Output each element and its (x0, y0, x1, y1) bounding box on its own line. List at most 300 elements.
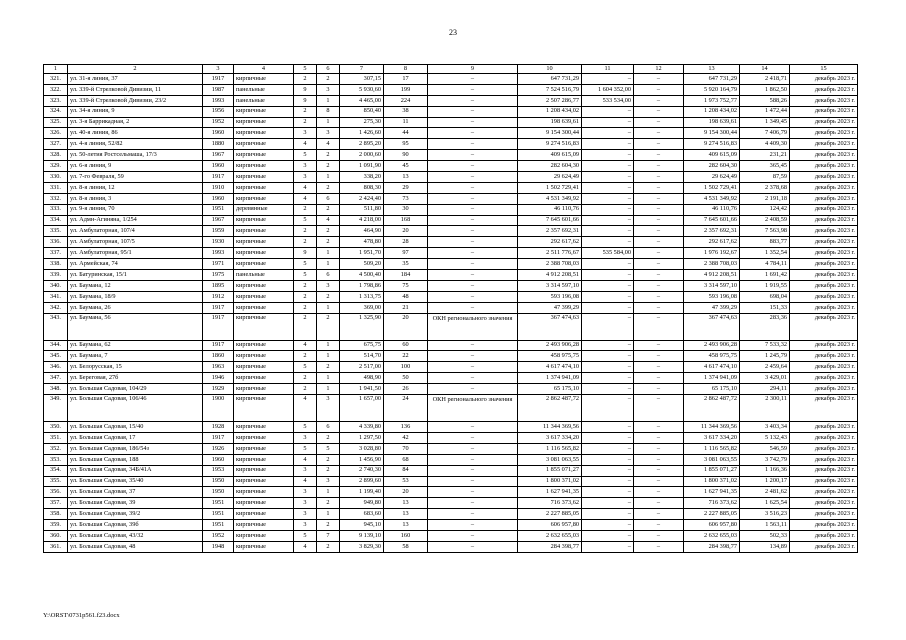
row-number: 335. (44, 226, 68, 237)
total-cost-cell: 1 116 565,82 (518, 443, 582, 454)
cost-col13-cell: 5 920 164,79 (684, 84, 740, 95)
floors-cell: 3 (294, 465, 317, 476)
cost-col13-cell: 47 399,29 (684, 302, 740, 313)
cost-col12-cell: – (634, 204, 684, 215)
year-cell: 1917 (203, 340, 234, 351)
floors-cell: 5 (294, 362, 317, 373)
floors-cell: 2 (294, 291, 317, 302)
cost-col13-cell: 647 731,29 (684, 74, 740, 85)
cost-col12-cell: – (634, 465, 684, 476)
wall-material-cell: кирпичные (234, 74, 294, 85)
floors-cell: 3 (294, 520, 317, 531)
entrances-cell: 1 (317, 384, 340, 395)
entrances-cell: 1 (317, 340, 340, 351)
specific-cost-cell: 1 919,55 (740, 280, 790, 291)
specific-cost-cell: 5 132,43 (740, 432, 790, 443)
residents-cell: 21 (384, 302, 428, 313)
floors-cell: 4 (294, 395, 317, 422)
column-header: 15 (790, 65, 858, 74)
heritage-status-cell: – (428, 422, 518, 433)
cost-col13-cell: 1 374 941,09 (684, 373, 740, 384)
total-cost-cell: 9 274 516,83 (518, 139, 582, 150)
cost-col12-cell: – (634, 476, 684, 487)
heritage-status-cell: – (428, 384, 518, 395)
column-header: 8 (384, 65, 428, 74)
heritage-status-cell: – (428, 443, 518, 454)
year-cell: 1952 (203, 530, 234, 541)
cost-col11-cell: – (582, 161, 634, 172)
address-cell: ул. 9-я линия, 70 (68, 204, 203, 215)
cost-col11-cell: – (582, 498, 634, 509)
address-cell: ул. Армейская, 74 (68, 259, 203, 270)
entrances-cell: 1 (317, 351, 340, 362)
cost-col13-cell: 65 175,10 (684, 384, 740, 395)
total-cost-cell: 367 474,63 (518, 313, 582, 340)
area-cell: 2 895,20 (340, 139, 384, 150)
deadline-cell: декабрь 2023 г. (790, 74, 858, 85)
total-cost-cell: 716 373,62 (518, 498, 582, 509)
heritage-status-cell: – (428, 226, 518, 237)
table-row (44, 204, 858, 215)
row-number: 357. (44, 498, 68, 509)
row-number: 360. (44, 530, 68, 541)
total-cost-cell: 11 344 369,56 (518, 422, 582, 433)
year-cell: 1951 (203, 204, 234, 215)
deadline-cell: декабрь 2023 г. (790, 106, 858, 117)
wall-material-cell: кирпичные (234, 150, 294, 161)
entrances-cell: 4 (317, 215, 340, 226)
cost-col12-cell: – (634, 259, 684, 270)
cost-col12-cell: – (634, 161, 684, 172)
total-cost-cell: 29 624,49 (518, 172, 582, 183)
residents-cell: 95 (384, 139, 428, 150)
year-cell: 1930 (203, 237, 234, 248)
cost-col12-cell: – (634, 422, 684, 433)
cost-col13-cell: 4 912 208,51 (684, 270, 740, 281)
table-row (44, 541, 858, 552)
cost-col13-cell: 284 398,77 (684, 541, 740, 552)
year-cell: 1993 (203, 95, 234, 106)
heritage-status-cell: – (428, 74, 518, 85)
floors-cell: 3 (294, 172, 317, 183)
deadline-cell: декабрь 2023 г. (790, 139, 858, 150)
row-number: 326. (44, 128, 68, 139)
cost-col12-cell: – (634, 95, 684, 106)
heritage-status-cell: – (428, 215, 518, 226)
total-cost-cell: 292 617,62 (518, 237, 582, 248)
cost-col12-cell: – (634, 498, 684, 509)
specific-cost-cell: 1 166,36 (740, 465, 790, 476)
address-cell: ул. 8-я линия, 3 (68, 193, 203, 204)
heritage-status-cell: – (428, 248, 518, 259)
floors-cell: 2 (294, 226, 317, 237)
row-number: 338. (44, 259, 68, 270)
column-number-row (44, 65, 858, 74)
address-cell: ул. Амбулаторная, 107/4 (68, 226, 203, 237)
row-number: 330. (44, 172, 68, 183)
table-row (44, 95, 858, 106)
cost-col11-cell: – (582, 74, 634, 85)
cost-col12-cell: – (634, 237, 684, 248)
row-number: 345. (44, 351, 68, 362)
residents-cell: 73 (384, 193, 428, 204)
table-row (44, 465, 858, 476)
row-number: 328. (44, 150, 68, 161)
address-cell: ул. Большая Садовая, 15/40 (68, 422, 203, 433)
specific-cost-cell: 124,42 (740, 204, 790, 215)
cost-col13-cell: 1 208 434,02 (684, 106, 740, 117)
residents-cell: 136 (384, 422, 428, 433)
address-cell: ул. 8-я линия, 12 (68, 182, 203, 193)
total-cost-cell: 1 855 071,27 (518, 465, 582, 476)
deadline-cell: декабрь 2023 г. (790, 128, 858, 139)
residents-cell: 38 (384, 106, 428, 117)
specific-cost-cell: 2 459,64 (740, 362, 790, 373)
specific-cost-cell: 2 418,71 (740, 74, 790, 85)
total-cost-cell: 3 617 334,20 (518, 432, 582, 443)
area-cell: 1 199,40 (340, 487, 384, 498)
deadline-cell: декабрь 2023 г. (790, 150, 858, 161)
area-cell: 511,80 (340, 204, 384, 215)
table-row (44, 432, 858, 443)
cost-col11-cell: – (582, 215, 634, 226)
wall-material-cell: кирпичные (234, 384, 294, 395)
row-number: 340. (44, 280, 68, 291)
cost-col13-cell: 2 862 487,72 (684, 395, 740, 422)
cost-col11-cell: – (582, 259, 634, 270)
cost-col11-cell: – (582, 340, 634, 351)
entrances-cell: 8 (317, 106, 340, 117)
cost-col12-cell: – (634, 74, 684, 85)
address-cell: ул. Амбулаторная, 95/1 (68, 248, 203, 259)
entrances-cell: 1 (317, 248, 340, 259)
address-cell: ул. 50-летия Ростсельмаша, 17/3 (68, 150, 203, 161)
address-cell: ул. Большая Садовая, 39б (68, 520, 203, 531)
deadline-cell: декабрь 2023 г. (790, 362, 858, 373)
year-cell: 1917 (203, 74, 234, 85)
specific-cost-cell: 1 349,45 (740, 117, 790, 128)
floors-cell: 5 (294, 150, 317, 161)
row-number: 358. (44, 509, 68, 520)
wall-material-cell: панельные (234, 95, 294, 106)
entrances-cell: 1 (317, 117, 340, 128)
total-cost-cell: 2 227 885,05 (518, 509, 582, 520)
table-row (44, 106, 858, 117)
cost-col12-cell: – (634, 193, 684, 204)
wall-material-cell: кирпичные (234, 476, 294, 487)
cost-col11-cell: – (582, 193, 634, 204)
cost-col11-cell: – (582, 362, 634, 373)
total-cost-cell: 1 374 941,09 (518, 373, 582, 384)
cost-col11-cell: – (582, 487, 634, 498)
specific-cost-cell: 4 409,30 (740, 139, 790, 150)
cost-col12-cell: – (634, 128, 684, 139)
year-cell: 1900 (203, 395, 234, 422)
row-number: 329. (44, 161, 68, 172)
residents-cell: 48 (384, 291, 428, 302)
wall-material-cell: кирпичные (234, 226, 294, 237)
cost-col13-cell: 1 116 565,82 (684, 443, 740, 454)
cost-col13-cell: 292 617,62 (684, 237, 740, 248)
total-cost-cell: 1 627 941,35 (518, 487, 582, 498)
residents-cell: 75 (384, 280, 428, 291)
address-cell: ул. Баумана, 7 (68, 351, 203, 362)
total-cost-cell: 7 645 601,66 (518, 215, 582, 226)
cost-col11-cell: – (582, 172, 634, 183)
specific-cost-cell: 4 784,11 (740, 259, 790, 270)
cost-col12-cell: – (634, 248, 684, 259)
wall-material-cell: кирпичные (234, 106, 294, 117)
residents-cell: 70 (384, 443, 428, 454)
row-number: 332. (44, 193, 68, 204)
heritage-status-cell: – (428, 541, 518, 552)
deadline-cell: декабрь 2023 г. (790, 454, 858, 465)
cost-col12-cell: – (634, 351, 684, 362)
cost-col13-cell: 11 344 369,56 (684, 422, 740, 433)
wall-material-cell: кирпичные (234, 215, 294, 226)
area-cell: 509,20 (340, 259, 384, 270)
address-cell: ул. Амбулаторная, 107/5 (68, 237, 203, 248)
area-cell: 3 829,30 (340, 541, 384, 552)
table-row (44, 340, 858, 351)
address-cell: ул. 6-я линия, 9 (68, 161, 203, 172)
wall-material-cell: кирпичные (234, 373, 294, 384)
column-header: 5 (294, 65, 317, 74)
cost-col11-cell: – (582, 226, 634, 237)
residents-cell: 35 (384, 259, 428, 270)
cost-col12-cell: – (634, 384, 684, 395)
wall-material-cell: кирпичные (234, 172, 294, 183)
entrances-cell: 2 (317, 150, 340, 161)
cost-col12-cell: – (634, 291, 684, 302)
specific-cost-cell: 1 563,11 (740, 520, 790, 531)
entrances-cell: 2 (317, 74, 340, 85)
entrances-cell: 2 (317, 291, 340, 302)
specific-cost-cell: 1 691,42 (740, 270, 790, 281)
floors-cell: 5 (294, 443, 317, 454)
cost-col11-cell: – (582, 541, 634, 552)
heritage-status-cell: – (428, 340, 518, 351)
area-cell: 478,80 (340, 237, 384, 248)
residents-cell: 68 (384, 454, 428, 465)
cost-col13-cell: 2 357 692,31 (684, 226, 740, 237)
cost-col13-cell: 2 388 708,03 (684, 259, 740, 270)
row-number: 348. (44, 384, 68, 395)
residents-cell: 53 (384, 476, 428, 487)
wall-material-cell: панельные (234, 84, 294, 95)
floors-cell: 4 (294, 454, 317, 465)
cost-col12-cell: – (634, 117, 684, 128)
total-cost-cell: 65 175,10 (518, 384, 582, 395)
wall-material-cell: кирпичные (234, 465, 294, 476)
entrances-cell: 1 (317, 259, 340, 270)
floors-cell: 4 (294, 139, 317, 150)
year-cell: 1928 (203, 422, 234, 433)
area-cell: 1 456,90 (340, 454, 384, 465)
cost-col13-cell: 4 531 349,92 (684, 193, 740, 204)
specific-cost-cell: 1 472,44 (740, 106, 790, 117)
table-row (44, 362, 858, 373)
cost-col13-cell: 2 632 655,03 (684, 530, 740, 541)
cost-col13-cell: 2 227 885,05 (684, 509, 740, 520)
row-number: 355. (44, 476, 68, 487)
area-cell: 945,10 (340, 520, 384, 531)
wall-material-cell: кирпичные (234, 248, 294, 259)
table-row (44, 476, 858, 487)
area-cell: 1 325,90 (340, 313, 384, 340)
entrances-cell: 2 (317, 541, 340, 552)
residents-cell: 11 (384, 117, 428, 128)
table-row (44, 302, 858, 313)
year-cell: 1967 (203, 215, 234, 226)
specific-cost-cell: 2 408,59 (740, 215, 790, 226)
entrances-cell: 2 (317, 432, 340, 443)
total-cost-cell: 2 493 906,28 (518, 340, 582, 351)
total-cost-cell: 2 511 776,67 (518, 248, 582, 259)
row-number: 351. (44, 432, 68, 443)
deadline-cell: декабрь 2023 г. (790, 270, 858, 281)
cost-col13-cell: 409 615,09 (684, 150, 740, 161)
total-cost-cell: 2 632 655,03 (518, 530, 582, 541)
area-cell: 4 218,00 (340, 215, 384, 226)
row-number: 341. (44, 291, 68, 302)
heritage-status-cell: – (428, 291, 518, 302)
cost-col11-cell: 533 534,00 (582, 95, 634, 106)
entrances-cell: 3 (317, 280, 340, 291)
total-cost-cell: 46 110,76 (518, 204, 582, 215)
year-cell: 1910 (203, 182, 234, 193)
table-body (44, 74, 858, 553)
row-number: 349. (44, 395, 68, 422)
deadline-cell: декабрь 2023 г. (790, 84, 858, 95)
area-cell: 2 424,40 (340, 193, 384, 204)
cost-col12-cell: – (634, 150, 684, 161)
deadline-cell: декабрь 2023 г. (790, 259, 858, 270)
cost-col13-cell: 458 975,75 (684, 351, 740, 362)
wall-material-cell: кирпичные (234, 302, 294, 313)
deadline-cell: декабрь 2023 г. (790, 351, 858, 362)
residents-cell: 42 (384, 432, 428, 443)
address-cell: ул. Баумана, 56 (68, 313, 203, 340)
cost-col13-cell: 367 474,63 (684, 313, 740, 340)
year-cell: 1926 (203, 443, 234, 454)
residents-cell: 224 (384, 95, 428, 106)
cost-col13-cell: 716 373,62 (684, 498, 740, 509)
floors-cell: 4 (294, 182, 317, 193)
heritage-status-cell: – (428, 373, 518, 384)
area-cell: 1 798,86 (340, 280, 384, 291)
residents-cell: 100 (384, 362, 428, 373)
year-cell: 1950 (203, 487, 234, 498)
specific-cost-cell: 294,11 (740, 384, 790, 395)
year-cell: 1975 (203, 270, 234, 281)
row-number: 321. (44, 74, 68, 85)
cost-col13-cell: 282 604,30 (684, 161, 740, 172)
floors-cell: 2 (294, 280, 317, 291)
entrances-cell: 3 (317, 395, 340, 422)
table-row (44, 384, 858, 395)
residents-cell: 50 (384, 373, 428, 384)
column-header: 14 (740, 65, 790, 74)
heritage-status-cell: ОКН регионального значения (428, 313, 518, 340)
address-cell: ул. Батуринская, 15/1 (68, 270, 203, 281)
heritage-status-cell: – (428, 237, 518, 248)
table-row (44, 215, 858, 226)
table-row (44, 487, 858, 498)
deadline-cell: декабрь 2023 г. (790, 204, 858, 215)
heritage-status-cell: – (428, 106, 518, 117)
row-number: 353. (44, 454, 68, 465)
heritage-status-cell: – (428, 362, 518, 373)
housing-registry-table (43, 64, 858, 553)
table-row (44, 182, 858, 193)
specific-cost-cell: 502,33 (740, 530, 790, 541)
address-cell: ул. 3-я Баррикадная, 2 (68, 117, 203, 128)
heritage-status-cell: – (428, 193, 518, 204)
address-cell: ул. 7-го Февраля, 59 (68, 172, 203, 183)
entrances-cell: 3 (317, 476, 340, 487)
deadline-cell: декабрь 2023 г. (790, 509, 858, 520)
floors-cell: 4 (294, 340, 317, 351)
area-cell: 4 500,40 (340, 270, 384, 281)
heritage-status-cell: – (428, 465, 518, 476)
area-cell: 1 426,60 (340, 128, 384, 139)
specific-cost-cell: 1 862,50 (740, 84, 790, 95)
entrances-cell: 1 (317, 95, 340, 106)
heritage-status-cell: – (428, 454, 518, 465)
address-cell: ул. Баумана, 18/9 (68, 291, 203, 302)
table-row (44, 172, 858, 183)
address-cell: ул. Большая Садовая, 17 (68, 432, 203, 443)
deadline-cell: декабрь 2023 г. (790, 117, 858, 128)
heritage-status-cell: – (428, 95, 518, 106)
table-row (44, 150, 858, 161)
heritage-status-cell: – (428, 351, 518, 362)
residents-cell: 90 (384, 150, 428, 161)
row-number: 339. (44, 270, 68, 281)
cost-col11-cell: 1 604 352,00 (582, 84, 634, 95)
entrances-cell: 4 (317, 139, 340, 150)
year-cell: 1917 (203, 313, 234, 340)
table-row (44, 280, 858, 291)
cost-col13-cell: 1 502 729,41 (684, 182, 740, 193)
entrances-cell: 6 (317, 193, 340, 204)
address-cell: ул. 40-я линия, 86 (68, 128, 203, 139)
floors-cell: 2 (294, 384, 317, 395)
entrances-cell: 2 (317, 465, 340, 476)
column-header: 9 (428, 65, 518, 74)
table-row (44, 259, 858, 270)
year-cell: 1951 (203, 520, 234, 531)
wall-material-cell: кирпичные (234, 520, 294, 531)
row-number: 322. (44, 84, 68, 95)
cost-col11-cell: – (582, 150, 634, 161)
table-row (44, 530, 858, 541)
area-cell: 683,60 (340, 509, 384, 520)
wall-material-cell: кирпичные (234, 291, 294, 302)
cost-col12-cell: – (634, 520, 684, 531)
wall-material-cell: кирпичные (234, 280, 294, 291)
residents-cell: 60 (384, 340, 428, 351)
year-cell: 1951 (203, 509, 234, 520)
total-cost-cell: 7 524 516,79 (518, 84, 582, 95)
year-cell: 1917 (203, 302, 234, 313)
floors-cell: 3 (294, 509, 317, 520)
residents-cell: 44 (384, 128, 428, 139)
total-cost-cell: 3 081 063,55 (518, 454, 582, 465)
total-cost-cell: 1 800 371,02 (518, 476, 582, 487)
deadline-cell: декабрь 2023 г. (790, 422, 858, 433)
